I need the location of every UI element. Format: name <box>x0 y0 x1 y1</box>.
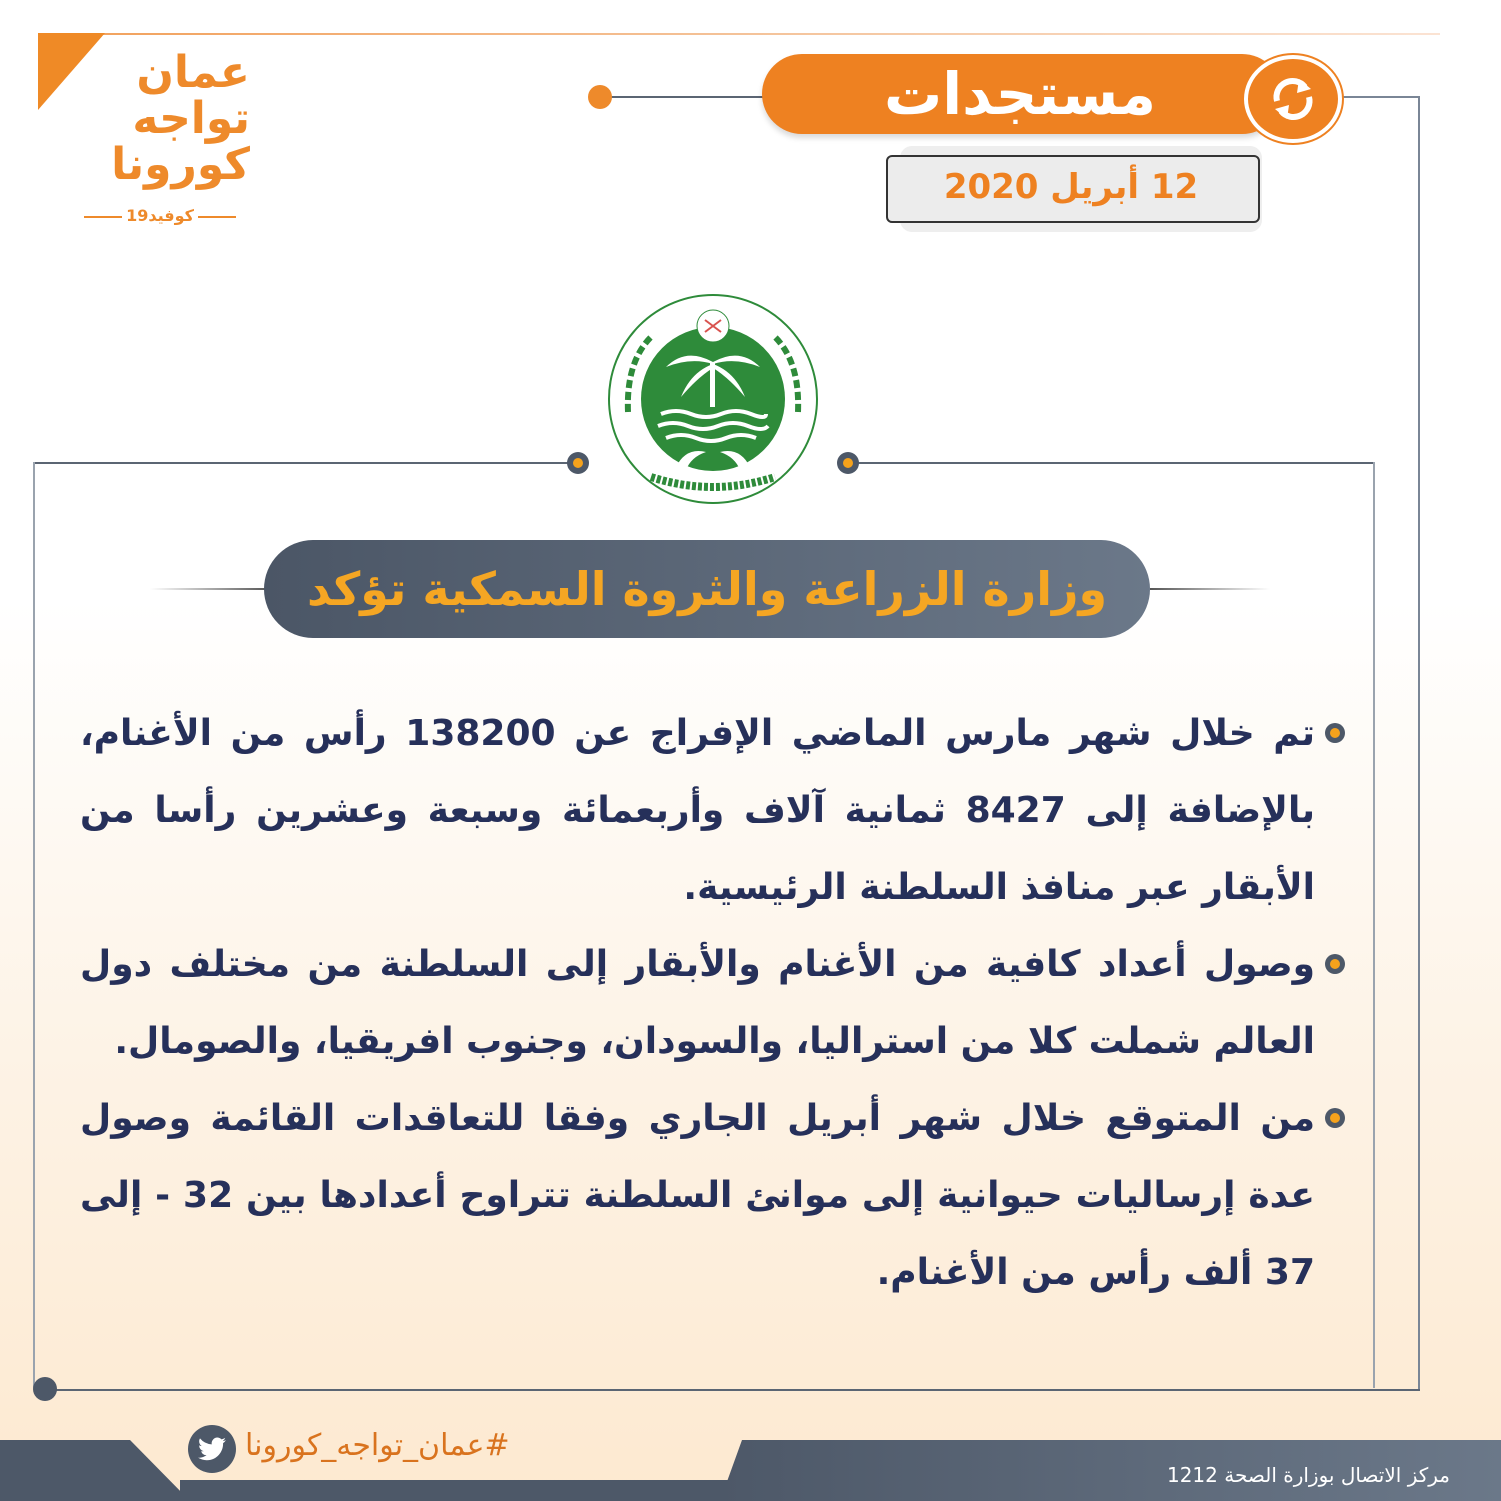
title-connector-dot <box>588 85 612 109</box>
campaign-hashtag[interactable]: #عمان_تواجه_كورونا <box>245 1428 510 1463</box>
twitter-bird-icon <box>198 1437 226 1461</box>
heading-line-left <box>150 588 270 590</box>
contact-center: مركز الاتصال بوزارة الصحة 1212 <box>1166 1463 1450 1487</box>
logo-subtitle <box>70 206 250 225</box>
bullet-text: من المتوقع خلال شهر أبريل الجاري وفقا للتعاقدات القائمة وصول عدة إرساليات حيوانية إلى موانئ السلطنة تتراوح أعدادها بين 32 - إلى 37 ألف رأس من الأغنام. <box>80 1098 1315 1293</box>
frame-bottom-node <box>33 1377 57 1401</box>
bullet-item <box>80 695 1315 926</box>
connector-node-left <box>567 452 589 474</box>
frame-top-right-line <box>1330 96 1420 98</box>
frame-inner-right-line <box>1373 462 1375 1388</box>
connector-node-right <box>837 452 859 474</box>
frame-bottom-line <box>44 1389 1420 1391</box>
bullet-dot-icon <box>1325 1108 1345 1128</box>
refresh-icon <box>1244 55 1342 143</box>
campaign-logo <box>70 47 250 190</box>
ministry-emblem-icon <box>606 292 820 506</box>
page-title: مستجدات <box>883 60 1157 128</box>
logo-line-3: كورونا <box>111 139 250 190</box>
title-connector-line <box>600 96 780 98</box>
refresh-arrows-icon <box>1265 71 1321 127</box>
bullet-text: تم خلال شهر مارس الماضي الإفراج عن 138200 رأس من الأغنام، بالإضافة إلى 8427 ثمانية آلاف وأربعمائة وسبعة وعشرين رأسا من الأبقار عبر منافذ السلطنة الرئيسية. <box>80 713 1315 908</box>
footer-mid-band <box>180 1480 760 1501</box>
logo-line-2: تواجه <box>132 93 250 144</box>
frame-left-top-line <box>33 462 578 464</box>
logo-line-1: عمان <box>136 47 250 98</box>
date-label: 12 أبريل 2020 <box>943 167 1199 207</box>
twitter-icon[interactable] <box>188 1425 236 1473</box>
bullet-item <box>80 1080 1315 1311</box>
bullet-item <box>80 926 1315 1080</box>
frame-right-line <box>1418 96 1420 1390</box>
top-divider <box>40 33 1440 35</box>
bullet-dot-icon <box>1325 723 1345 743</box>
bullet-list <box>80 695 1315 1311</box>
bullet-dot-icon <box>1325 954 1345 974</box>
footer-left-band <box>0 1440 190 1501</box>
frame-right-top-line <box>848 462 1375 464</box>
heading-line-right <box>1150 588 1270 590</box>
bullet-text: وصول أعداد كافية من الأغنام والأبقار إلى السلطنة من مختلف دول العالم شملت كلا من استراليا، والسودان، وجنوب افريقيا، والصومال. <box>80 944 1315 1062</box>
logo-subtitle-text: كوفيد19 <box>126 206 194 225</box>
frame-left-line <box>33 462 35 1388</box>
section-heading: وزارة الزراعة والثروة السمكية تؤكد <box>306 562 1108 616</box>
